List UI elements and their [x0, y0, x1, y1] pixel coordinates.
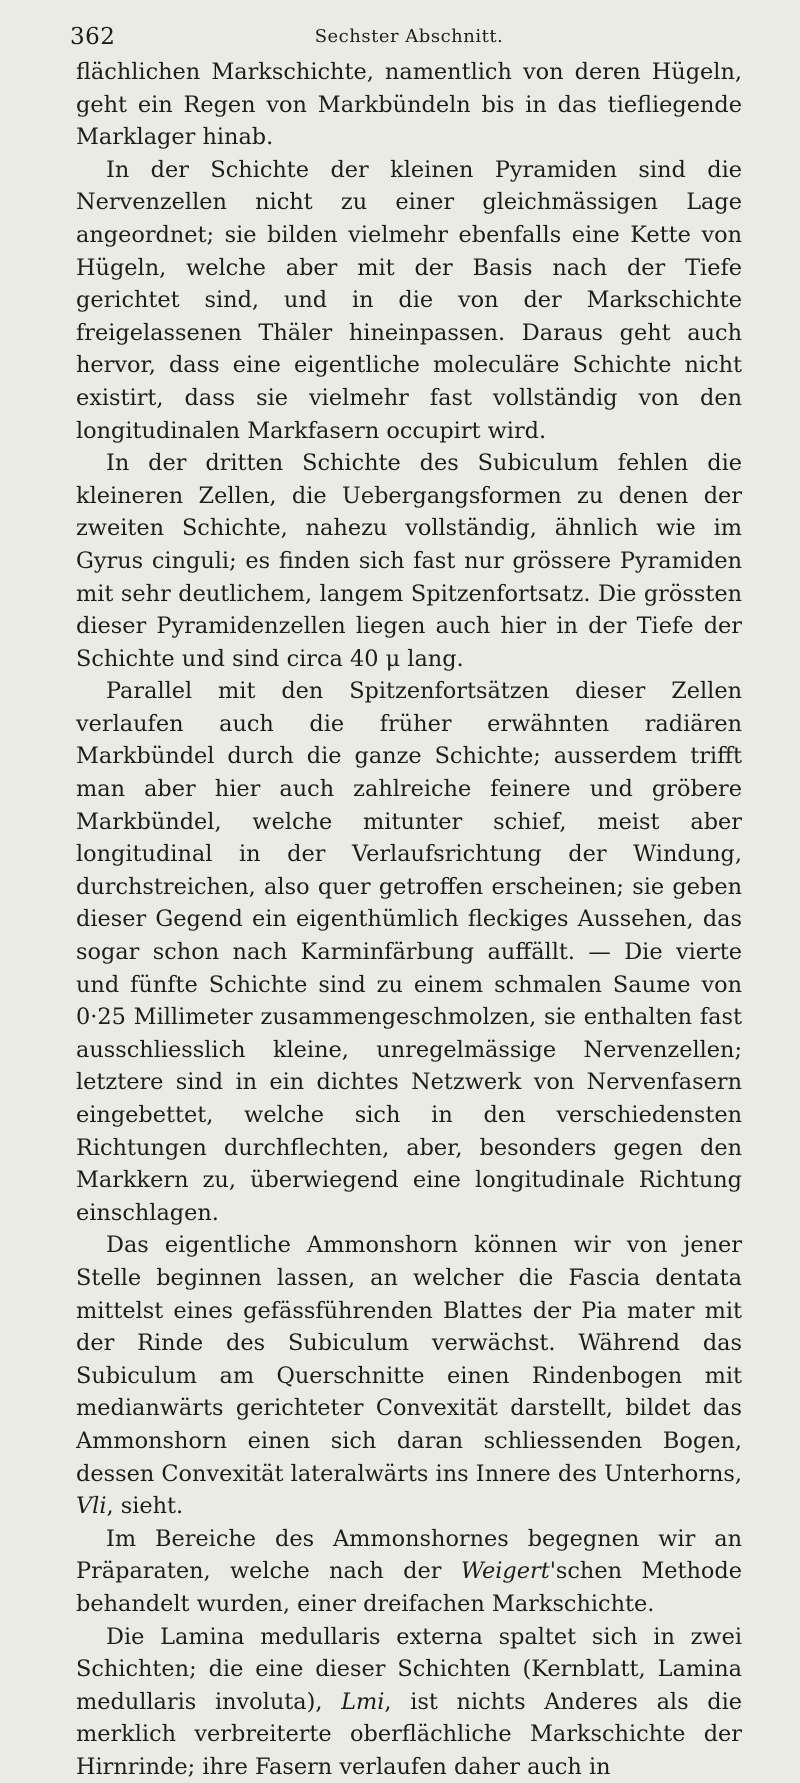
page-number: 362	[70, 24, 115, 50]
text-run: Die Lamina medullaris externa spaltet sich in zwei Schichten; die eine dieser Schichten (Kernblatt, Lamina medullaris involuta),	[76, 1624, 742, 1715]
paragraph-small-pyramids: In der Schichte der kleinen Pyramiden sind die Nervenzellen nicht zu einer gleichmässigen Lage angeordnet; sie bilden vielmehr ebenfalls eine Kette von Hügeln, welche aber mit der Basis nach der Tiefe gerichtet sind, und in die von der Markschichte freigelassenen Thäler hineinpassen. Daraus geht auch hervor, dass eine eigentliche moleculäre Schichte nicht existirt, dass sie vielmehr fast vollständig von den longitudinalen Markfasern occupirt wird.	[76, 154, 742, 447]
paragraph-lamina-medullaris	[76, 1621, 742, 1783]
paragraph-ammonshorn	[76, 1229, 742, 1522]
running-head-title: Sechster Abschnitt.	[76, 26, 742, 47]
text-run: , ist nichts Anderes als die merklich verbreiterte oberflächliche Markschichte der Hirnrinde; ihre Fasern verlaufen daher auch in	[76, 1689, 742, 1780]
figure-label-vli: Vli	[76, 1493, 107, 1519]
figure-label-lmi: Lmi	[341, 1689, 384, 1715]
text-run: 'schen Methode behandelt wurden, einer dreifachen Markschichte.	[76, 1558, 742, 1617]
running-head	[76, 22, 742, 56]
paragraph-radial-bundles: Parallel mit den Spitzenfortsätzen dieser Zellen verlaufen auch die früher erwähnten radiären Markbündel durch die ganze Schichte; ausserdem trifft man aber hier auch zahlreiche feinere und gröbere Markbündel, welche mitunter schief, meist aber longitudinal in der Verlaufsrichtung der Windung, durchstreichen, also quer getroffen erscheinen; sie geben dieser Gegend ein eigenthümlich fleckiges Aussehen, das sogar schon nach Karminfärbung auffällt. — Die vierte und fünfte Schichte sind zu einem schmalen Saume von 0·25 Millimeter zusammengeschmolzen, sie enthalten fast ausschliesslich kleine, unregelmässige Nervenzellen; letztere sind in ein dichtes Netzwerk von Nervenfasern eingebettet, welche sich in den verschiedensten Richtungen durchflechten, aber, besonders gegen den Markkern zu, überwiegend eine longitudinale Richtung einschlagen.	[76, 675, 742, 1229]
paragraph-continued: flächlichen Markschichte, namentlich von deren Hügeln, geht ein Regen von Markbündeln bis in das tiefliegende Marklager hinab.	[76, 56, 742, 154]
author-name-weigert: Weigert	[461, 1558, 550, 1584]
paragraph-weigert-method	[76, 1523, 742, 1621]
paragraph-third-layer: In der dritten Schichte des Subiculum fehlen die kleineren Zellen, die Uebergangsformen zu denen der zweiten Schichte, nahezu vollständig, ähnlich wie im Gyrus cinguli; es finden sich fast nur grössere Pyramiden mit sehr deutlichem, langem Spitzenfortsatz. Die grössten dieser Pyramidenzellen liegen auch hier in der Tiefe der Schichte und sind circa 40 μ lang.	[76, 447, 742, 675]
body-text	[76, 56, 742, 1783]
text-run: Das eigentliche Ammonshorn können wir von jener Stelle beginnen lassen, an welcher die Fascia dentata mittelst eines gefässführenden Blattes der Pia mater mit der Rinde des Subiculum verwächst. Während das Subiculum am Querschnitte einen Rindenbogen mit medianwärts gerichteter Convexität darstellt, bildet das Ammonshorn einen sich daran schliessenden Bogen, dessen Convexität lateralwärts ins Innere des Unterhorns,	[76, 1232, 742, 1486]
text-run: Im Bereiche des Ammonshornes begegnen wir an Präparaten, welche nach der	[76, 1526, 742, 1585]
text-run: , sieht.	[107, 1493, 184, 1519]
